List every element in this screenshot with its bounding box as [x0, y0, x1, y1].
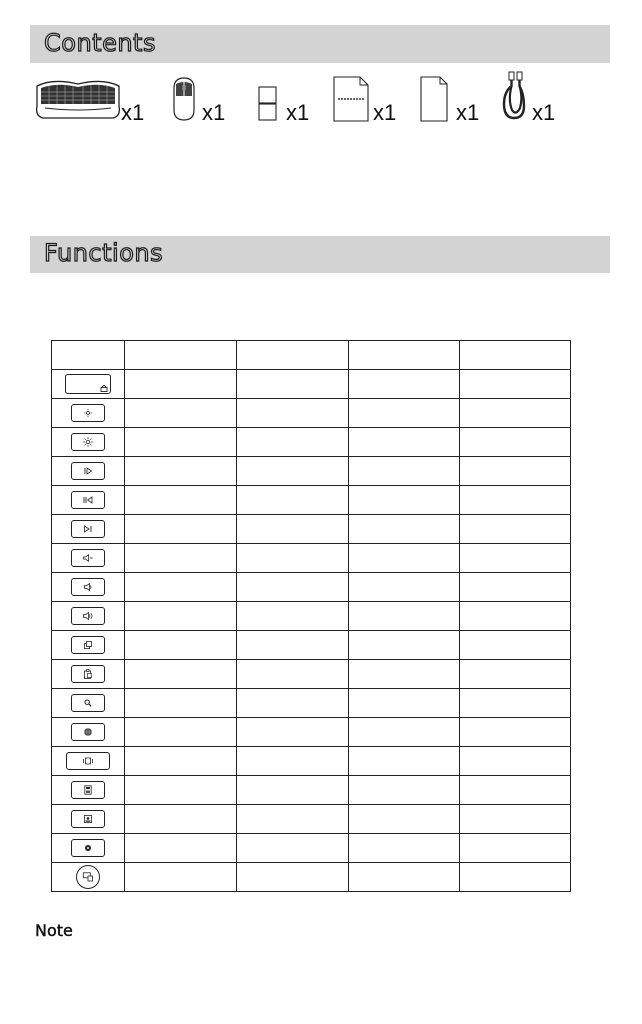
functions-header-bar: [30, 236, 610, 273]
receiver-qty: x1: [286, 100, 310, 125]
manual-qty: x1: [373, 100, 397, 125]
table-row: [52, 863, 571, 892]
contents-item-mouse: [170, 74, 240, 124]
table-row: [52, 834, 571, 863]
table-row: [52, 718, 571, 747]
contents-item-receiver: [258, 74, 328, 124]
table-row: [52, 573, 571, 602]
switch-device-icon: [76, 865, 100, 889]
table-row: [52, 544, 571, 573]
table-row: [52, 776, 571, 805]
header-cell: [125, 341, 237, 370]
paste-icon: [71, 665, 105, 683]
contents-header-bar: [30, 25, 610, 63]
contents-title: Contents: [44, 29, 156, 57]
table-row: [52, 660, 571, 689]
mute-icon: [71, 549, 105, 567]
screenshot-icon: [71, 810, 105, 828]
lock-key-icon: [65, 374, 111, 394]
previous-track-icon: [71, 491, 105, 509]
calculator-icon: [71, 781, 105, 799]
settings-icon: [71, 839, 105, 857]
mouse-icon: [170, 76, 198, 122]
volume-up-icon: [71, 607, 105, 625]
header-cell: [349, 341, 460, 370]
keyboard-qty: x1: [121, 100, 145, 125]
header-cell: [52, 341, 125, 370]
table-row: [52, 486, 571, 515]
header-cell: [237, 341, 349, 370]
table-row: [52, 515, 571, 544]
table-row: [52, 428, 571, 457]
search-icon: [71, 694, 105, 712]
functions-table: [51, 340, 571, 892]
keyboard-icon: [33, 76, 123, 122]
contents-item-keyboard: [33, 74, 153, 124]
table-row: [52, 399, 571, 428]
table-header-row: [52, 341, 571, 370]
brightness-up-icon: [71, 433, 105, 451]
header-cell: [460, 341, 571, 370]
table-row: [52, 747, 571, 776]
play-pause-icon: [71, 462, 105, 480]
mouse-qty: x1: [202, 100, 226, 125]
note-label: Note: [35, 921, 73, 940]
copy-icon: [71, 636, 105, 654]
user-manual-icon: [333, 76, 369, 122]
table-row: [52, 631, 571, 660]
usb-cable-icon: [500, 70, 530, 122]
brightness-down-icon: [71, 404, 105, 422]
functions-title: Functions: [44, 239, 164, 267]
contents-item-card: [420, 74, 490, 124]
multitask-icon: [66, 752, 110, 770]
receiver-icon: [258, 86, 278, 122]
volume-down-icon: [71, 578, 105, 596]
table-row: [52, 457, 571, 486]
table-row: [52, 805, 571, 834]
cable-qty: x1: [532, 100, 556, 125]
card-qty: x1: [456, 100, 480, 125]
browser-icon: [71, 723, 105, 741]
table-row: [52, 370, 571, 399]
contents-item-manual: [333, 74, 413, 124]
contents-item-cable: [500, 74, 570, 124]
table-row: [52, 689, 571, 718]
card-icon: [420, 76, 448, 122]
table-row: [52, 602, 571, 631]
next-track-icon: [71, 520, 105, 538]
